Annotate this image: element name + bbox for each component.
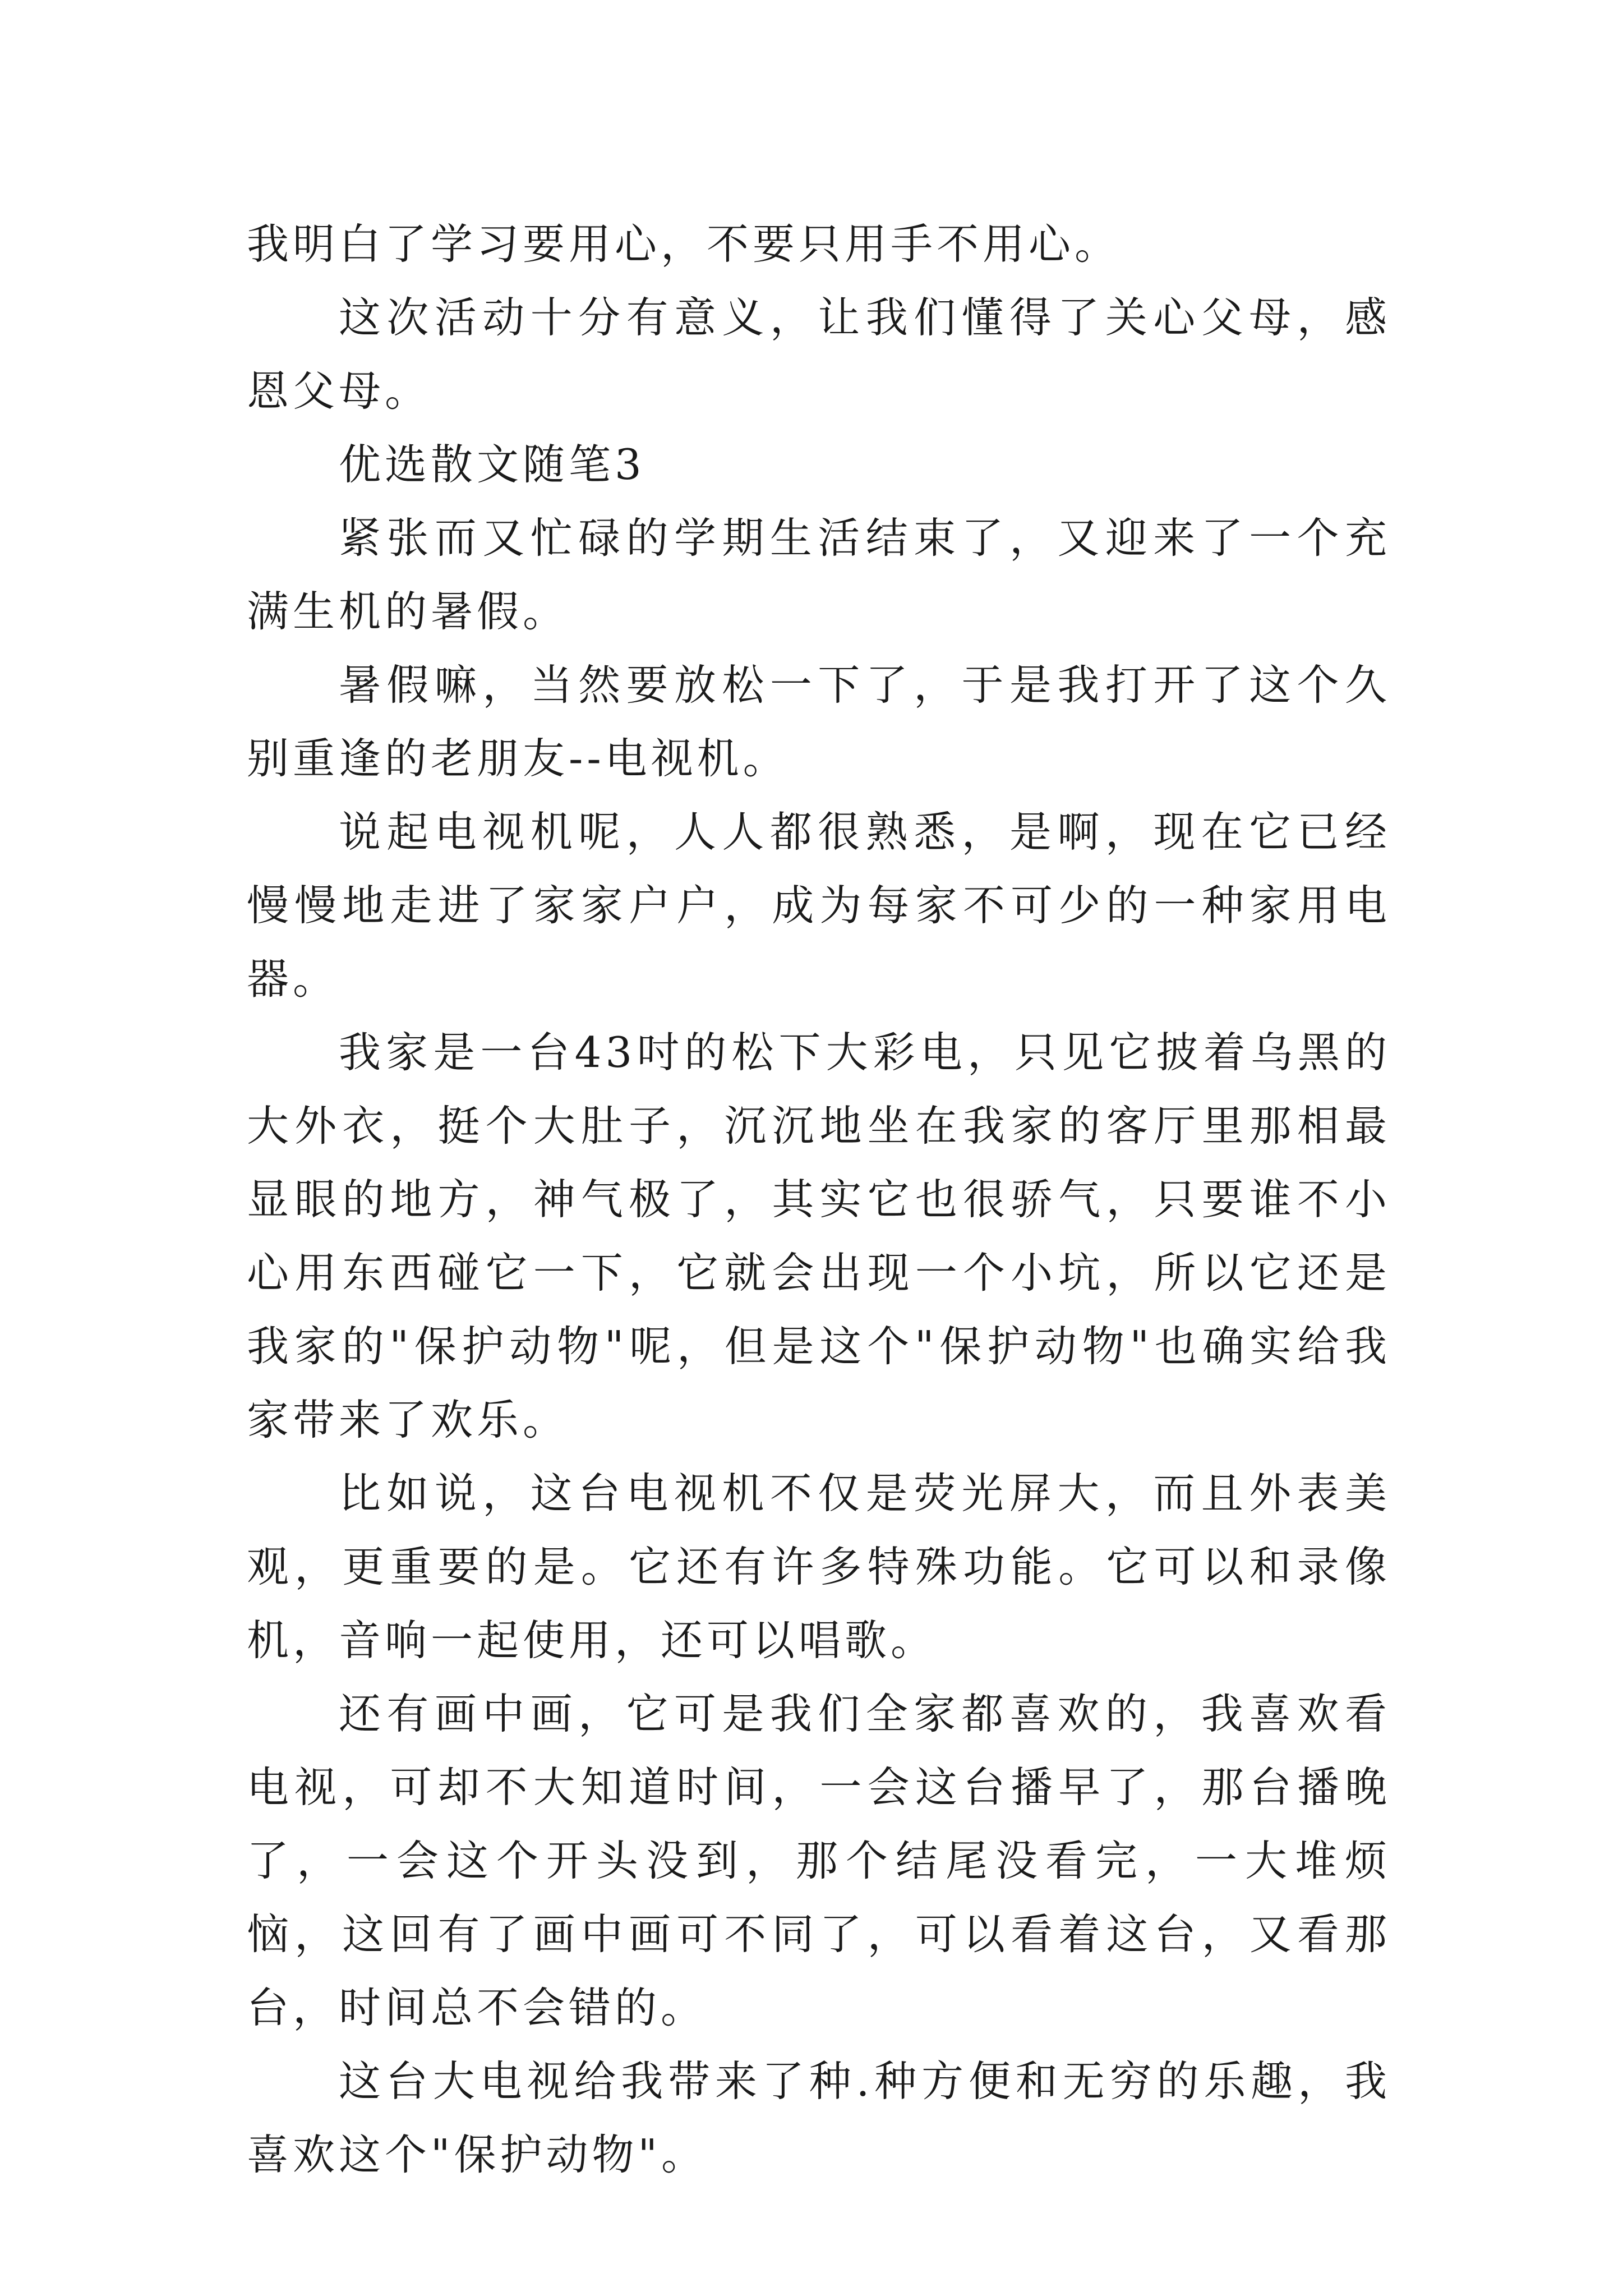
section-heading: 优选散文随笔3 xyxy=(339,440,645,489)
paragraph-6: 我家是一台43吋的松下大彩电，只见它披着乌黑的大外衣，挺个大肚子，沉沉地坐在我家的客厅里那相最显眼的地方，神气极了，其实它也很骄气，只要谁不小心用东西碰它一下，它就会出现一个小坑，所以它还是我家的"保护动物"呢，但是这个"保护动物"也确实给我家带来了欢乐。 xyxy=(247,1028,1391,1444)
paragraph-9: 这台大电视给我带来了种.种方便和无穷的乐趣，我喜欢这个"保护动物"。 xyxy=(247,2056,1391,2179)
paragraph-5: 说起电视机呢，人人都很熟悉，是啊，现在它已经慢慢地走进了家家户户，成为每家不可少的一种家用电器。 xyxy=(247,807,1391,1004)
paragraph-2: 这次活动十分有意义，让我们懂得了关心父母，感恩父母。 xyxy=(247,293,1391,416)
paragraph-1: 我明白了学习要用心，不要只用手不用心。 xyxy=(247,219,1121,269)
document-body xyxy=(247,208,1391,2192)
paragraph-4: 暑假嘛，当然要放松一下了，于是我打开了这个久别重逢的老朋友--电视机。 xyxy=(247,660,1391,783)
paragraph-7: 比如说，这台电视机不仅是荧光屏大，而且外表美观，更重要的是。它还有许多特殊功能。它可以和录像机，音响一起使用，还可以唱歌。 xyxy=(247,1469,1391,1665)
paragraph-3: 紧张而又忙碌的学期生活结束了，又迎来了一个充满生机的暑假。 xyxy=(247,513,1391,636)
paragraph-8: 还有画中画，它可是我们全家都喜欢的，我喜欢看电视，可却不大知道时间，一会这台播早了，那台播晚了，一会这个开头没到，那个结尾没看完，一大堆烦恼，这回有了画中画可不同了，可以看着这台，又看那台，时间总不会错的。 xyxy=(247,1689,1391,2032)
